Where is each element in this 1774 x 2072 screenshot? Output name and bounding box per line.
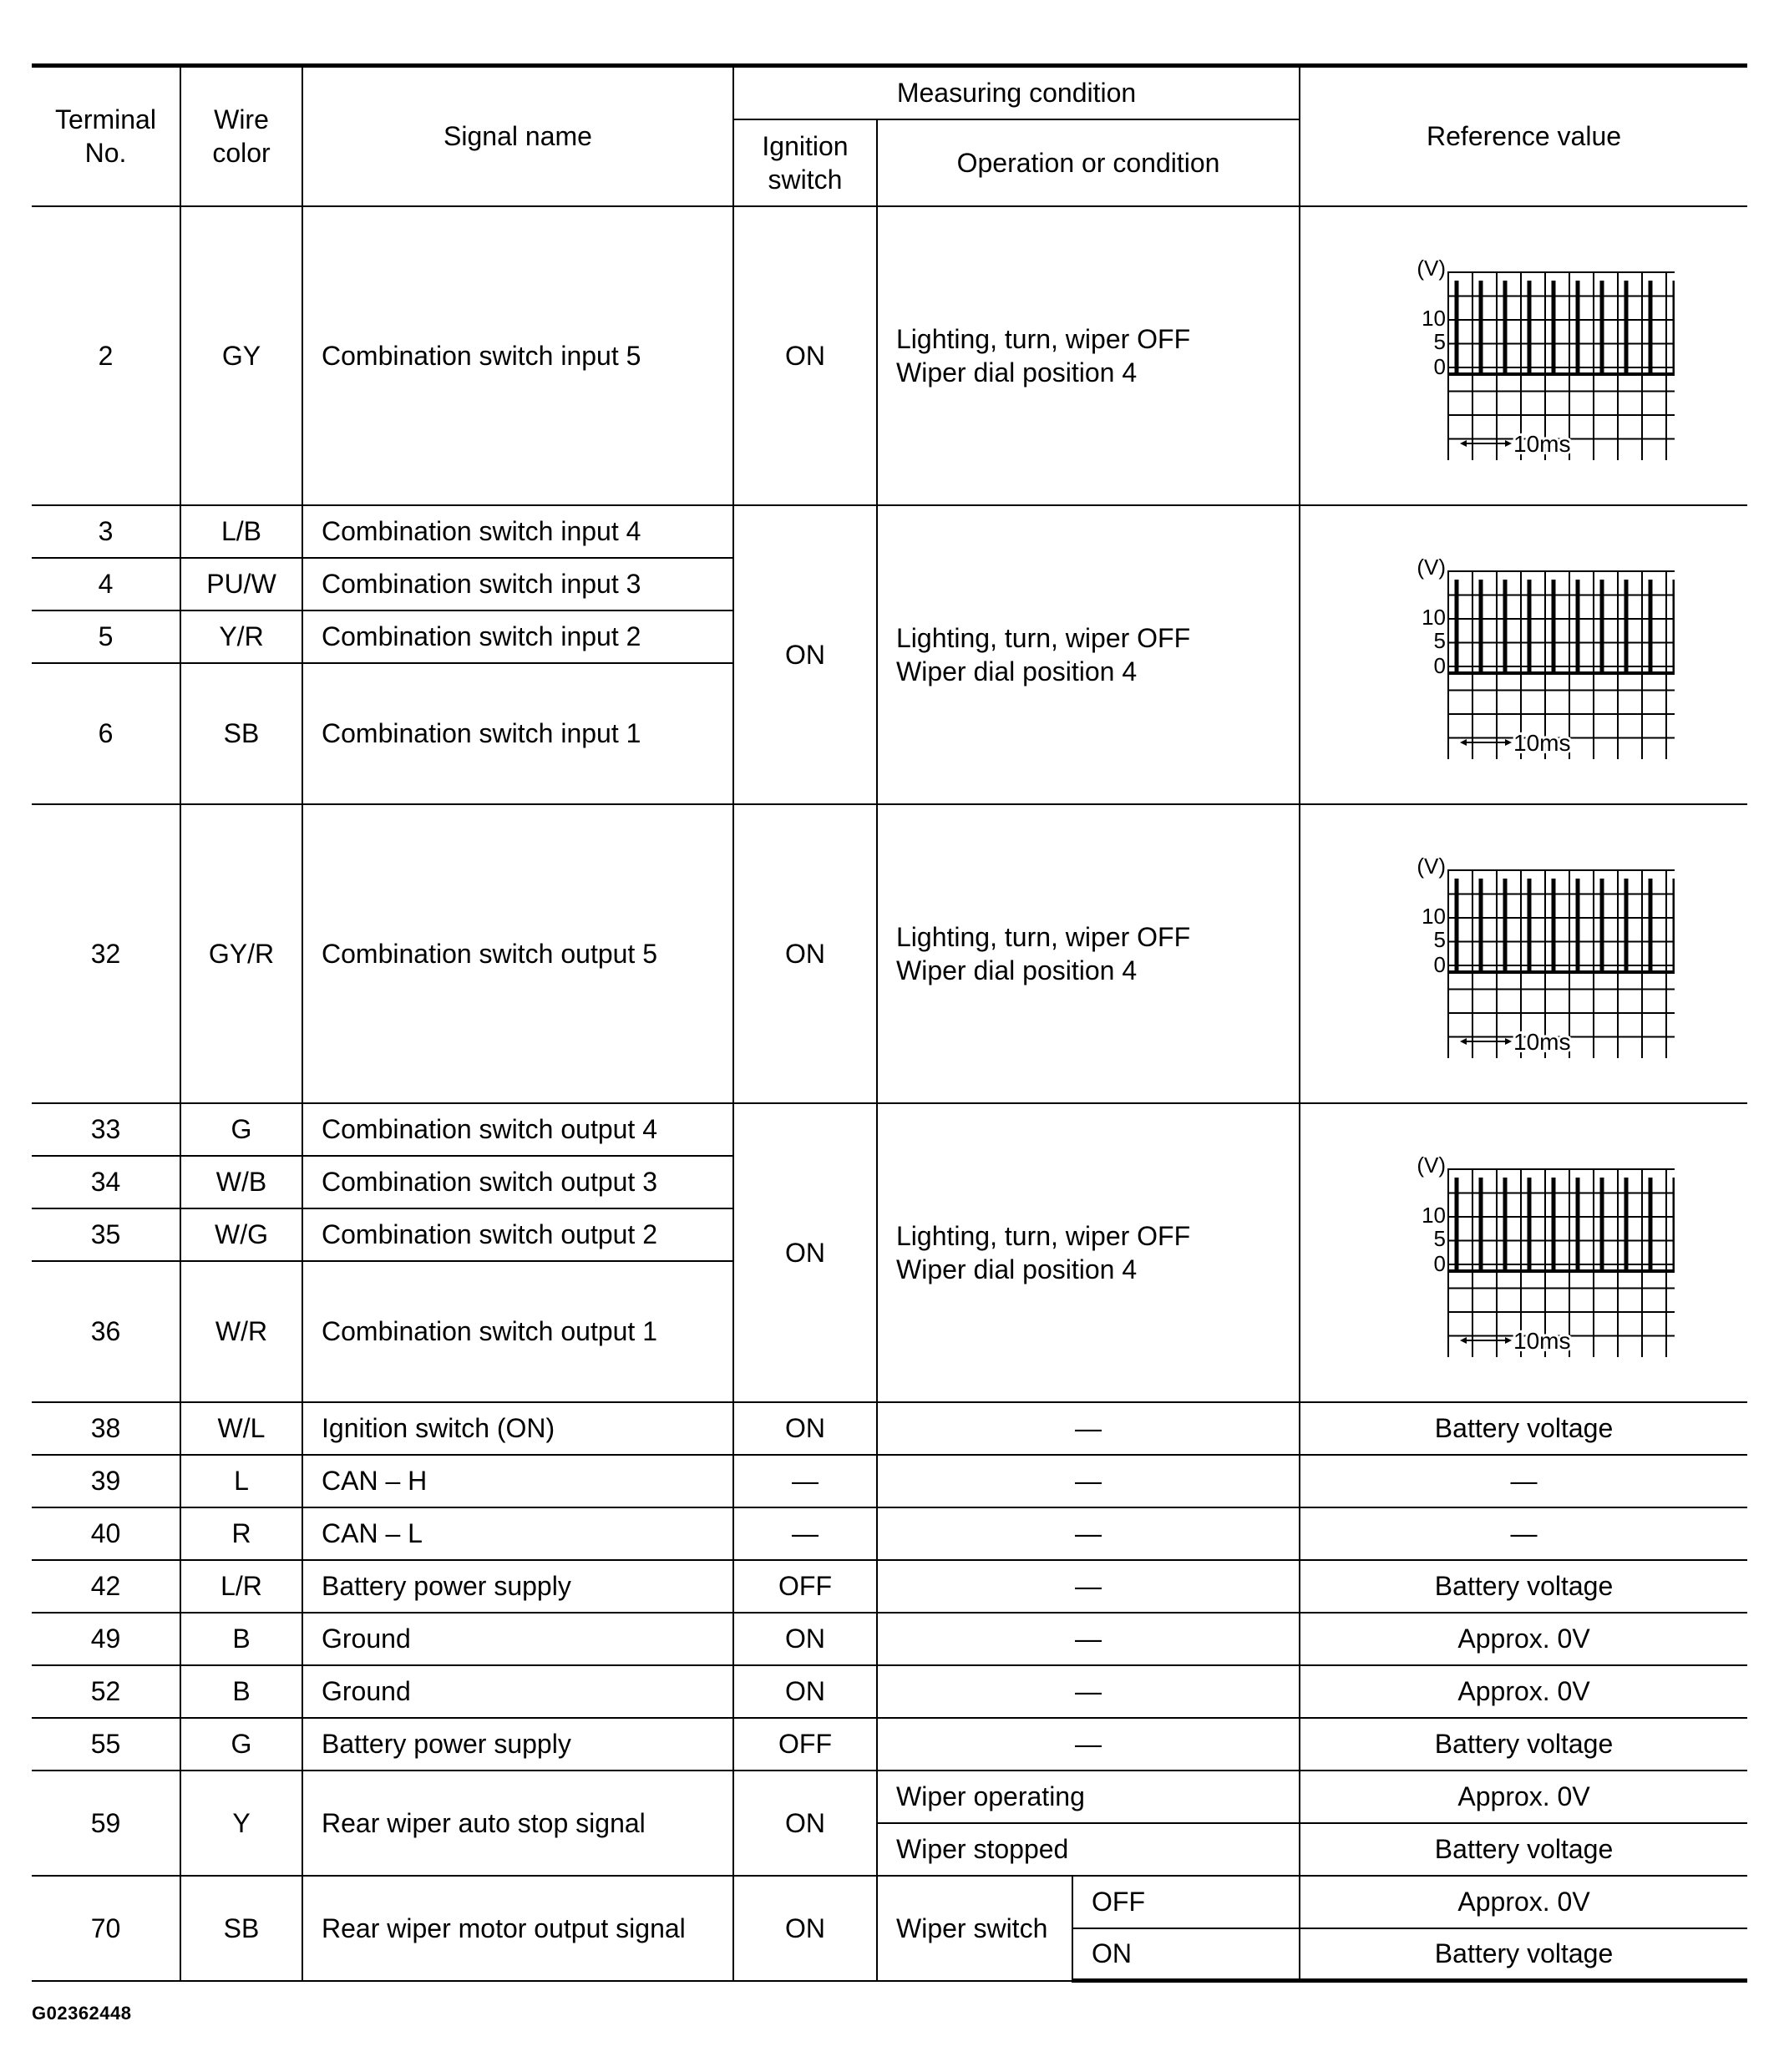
reference-value-cell: Approx. 0V [1300,1665,1747,1718]
table-row [32,1103,1747,1156]
wire-color-cell: W/B [180,1156,302,1208]
terminal-cell: 49 [32,1613,180,1665]
table-row [32,1613,1747,1665]
reference-value-cell: Battery voltage [1300,1718,1747,1771]
signal-name-cell: CAN – H [302,1455,733,1507]
terminal-cell: 2 [32,206,180,505]
table-row [32,1665,1747,1718]
wire-color-cell: G [180,1718,302,1771]
waveform-svg [1374,251,1675,460]
header-ignition-switch: Ignition switch [733,119,877,206]
arrow-head-left-icon [1460,739,1467,746]
ignition-cell: ON [733,1103,877,1402]
time-scale-label: 10ms [1513,430,1570,457]
condition-cell: Wiper switch [877,1876,1072,1981]
signal-name-cell: Ignition switch (ON) [302,1402,733,1455]
ignition-cell: ON [733,206,877,505]
wire-color-cell: W/L [180,1402,302,1455]
ignition-cell: ON [733,505,877,804]
signal-name-cell: Rear wiper auto stop signal [302,1771,733,1876]
ignition-cell: — [733,1507,877,1560]
signal-name-cell: Combination switch output 4 [302,1103,733,1156]
terminal-cell: 55 [32,1718,180,1771]
condition-cell: — [877,1718,1300,1771]
signal-name-cell: Combination switch input 5 [302,206,733,505]
ignition-cell: ON [733,804,877,1103]
ignition-cell: ON [733,1771,877,1876]
reference-value-cell: Approx. 0V [1300,1771,1747,1823]
signal-name-cell: Battery power supply [302,1560,733,1613]
wire-color-cell: B [180,1613,302,1665]
arrow-head-left-icon [1460,440,1467,447]
wire-color-cell: L/B [180,505,302,558]
waveform-y-tick: 0 [1433,1250,1446,1276]
table-row [32,1876,1747,1928]
terminal-cell: 32 [32,804,180,1103]
wire-color-cell: L [180,1455,302,1507]
terminal-cell: 42 [32,1560,180,1613]
signal-name-cell: Combination switch input 3 [302,558,733,610]
wire-color-cell: L/R [180,1560,302,1613]
signal-name-cell: Combination switch output 5 [302,804,733,1103]
ignition-cell: ON [733,1613,877,1665]
table-row [32,1507,1747,1560]
condition-cell: Lighting, turn, wiper OFF Wiper dial position 4 [877,505,1300,804]
wire-color-cell: GY [180,206,302,505]
terminal-cell: 70 [32,1876,180,1981]
waveform-unit-label: (V) [1416,554,1446,580]
wire-color-cell: SB [180,1876,302,1981]
waveform-y-tick: 0 [1433,951,1446,977]
signal-name-cell: Ground [302,1613,733,1665]
terminal-cell: 38 [32,1402,180,1455]
header-measuring-condition: Measuring condition [733,66,1300,119]
condition-cell: — [877,1402,1300,1455]
wire-color-cell: W/G [180,1208,302,1261]
header-reference-value: Reference value [1300,66,1747,206]
header-signal-name: Signal name [302,66,733,206]
terminal-cell: 59 [32,1771,180,1876]
waveform-svg [1374,849,1675,1058]
reference-value-cell: Battery voltage [1300,1560,1747,1613]
table-row [32,1560,1747,1613]
waveform-svg [1374,550,1675,759]
waveform-chart [1307,550,1741,759]
table-row [32,804,1747,1103]
terminal-cell: 6 [32,663,180,804]
signal-name-cell: Battery power supply [302,1718,733,1771]
waveform-y-tick: 0 [1433,353,1446,379]
signal-name-cell: Rear wiper motor output signal [302,1876,733,1981]
arrow-head-left-icon [1460,1337,1467,1344]
wiper-switch-state-cell: OFF [1072,1876,1300,1928]
condition-cell: — [877,1665,1300,1718]
arrow-head-right-icon [1505,440,1512,447]
waveform-y-tick: 5 [1433,1225,1446,1251]
reference-value-cell: — [1300,1507,1747,1560]
wire-color-cell: W/R [180,1261,302,1402]
waveform-y-tick: 0 [1433,652,1446,678]
wire-color-cell: GY/R [180,804,302,1103]
wire-color-cell: G [180,1103,302,1156]
reference-value-cell: Approx. 0V [1300,1613,1747,1665]
terminal-cell: 52 [32,1665,180,1718]
header-terminal-no: Terminal No. [32,66,180,206]
waveform-y-tick: 10 [1421,1202,1446,1228]
header-wire-color: Wire color [180,66,302,206]
terminal-cell: 33 [32,1103,180,1156]
condition-cell: — [877,1560,1300,1613]
signal-name-cell: Ground [302,1665,733,1718]
terminal-cell: 39 [32,1455,180,1507]
waveform-chart [1307,251,1741,460]
waveform-svg [1374,1148,1675,1357]
condition-cell: Wiper stopped [877,1823,1300,1876]
reference-value-cell: — [1300,1455,1747,1507]
terminal-cell: 36 [32,1261,180,1402]
condition-cell: Wiper operating [877,1771,1300,1823]
header-operation-condition: Operation or condition [877,119,1300,206]
condition-cell: — [877,1455,1300,1507]
table-row [32,1455,1747,1507]
arrow-head-right-icon [1505,1038,1512,1045]
signal-name-cell: Combination switch output 3 [302,1156,733,1208]
ignition-cell: — [733,1455,877,1507]
waveform-unit-label: (V) [1416,1152,1446,1178]
time-scale-label: 10ms [1513,729,1570,756]
condition-cell: Lighting, turn, wiper OFF Wiper dial position 4 [877,1103,1300,1402]
wire-color-cell: R [180,1507,302,1560]
waveform-cell [1300,1103,1747,1402]
terminal-cell: 35 [32,1208,180,1261]
waveform-y-tick: 5 [1433,328,1446,354]
waveform-y-tick: 10 [1421,305,1446,331]
wire-color-cell: B [180,1665,302,1718]
reference-value-cell: Battery voltage [1300,1823,1747,1876]
terminal-cell: 3 [32,505,180,558]
waveform-y-tick: 5 [1433,926,1446,952]
figure-id: G02362448 [32,2003,132,2024]
waveform-cell [1300,804,1747,1103]
terminal-cell: 40 [32,1507,180,1560]
terminal-cell: 4 [32,558,180,610]
waveform-unit-label: (V) [1416,255,1446,281]
terminal-reference-table [32,63,1747,1983]
signal-name-cell: Combination switch output 2 [302,1208,733,1261]
signal-name-cell: CAN – L [302,1507,733,1560]
table-row [32,1402,1747,1455]
condition-cell: — [877,1507,1300,1560]
ignition-cell: OFF [733,1718,877,1771]
wire-color-cell: PU/W [180,558,302,610]
waveform-y-tick: 10 [1421,903,1446,929]
arrow-head-right-icon [1505,739,1512,746]
reference-value-cell: Battery voltage [1300,1928,1747,1981]
terminal-cell: 5 [32,610,180,663]
table-row [32,1718,1747,1771]
time-scale-label: 10ms [1513,1327,1570,1354]
arrow-head-left-icon [1460,1038,1467,1045]
arrow-head-right-icon [1505,1337,1512,1344]
waveform-unit-label: (V) [1416,853,1446,879]
waveform-chart [1307,1148,1741,1357]
wire-color-cell: Y [180,1771,302,1876]
signal-name-cell: Combination switch input 4 [302,505,733,558]
wire-color-cell: Y/R [180,610,302,663]
table-row [32,1771,1747,1823]
signal-name-cell: Combination switch input 2 [302,610,733,663]
signal-name-cell: Combination switch output 1 [302,1261,733,1402]
terminal-cell: 34 [32,1156,180,1208]
waveform-y-tick: 10 [1421,604,1446,630]
ignition-cell: ON [733,1402,877,1455]
reference-value-cell: Battery voltage [1300,1402,1747,1455]
terminal-spec-sheet [32,63,1747,1983]
waveform-chart [1307,849,1741,1058]
signal-name-cell: Combination switch input 1 [302,663,733,804]
condition-cell: Lighting, turn, wiper OFF Wiper dial position 4 [877,206,1300,505]
wire-color-cell: SB [180,663,302,804]
condition-cell: Lighting, turn, wiper OFF Wiper dial position 4 [877,804,1300,1103]
wiper-switch-state-cell: ON [1072,1928,1300,1981]
waveform-cell [1300,206,1747,505]
waveform-cell [1300,505,1747,804]
waveform-y-tick: 5 [1433,627,1446,653]
table-row [32,206,1747,505]
condition-cell: — [877,1613,1300,1665]
ignition-cell: ON [733,1876,877,1981]
table-row [32,505,1747,558]
ignition-cell: OFF [733,1560,877,1613]
reference-value-cell: Approx. 0V [1300,1876,1747,1928]
time-scale-label: 10ms [1513,1028,1570,1055]
ignition-cell: ON [733,1665,877,1718]
